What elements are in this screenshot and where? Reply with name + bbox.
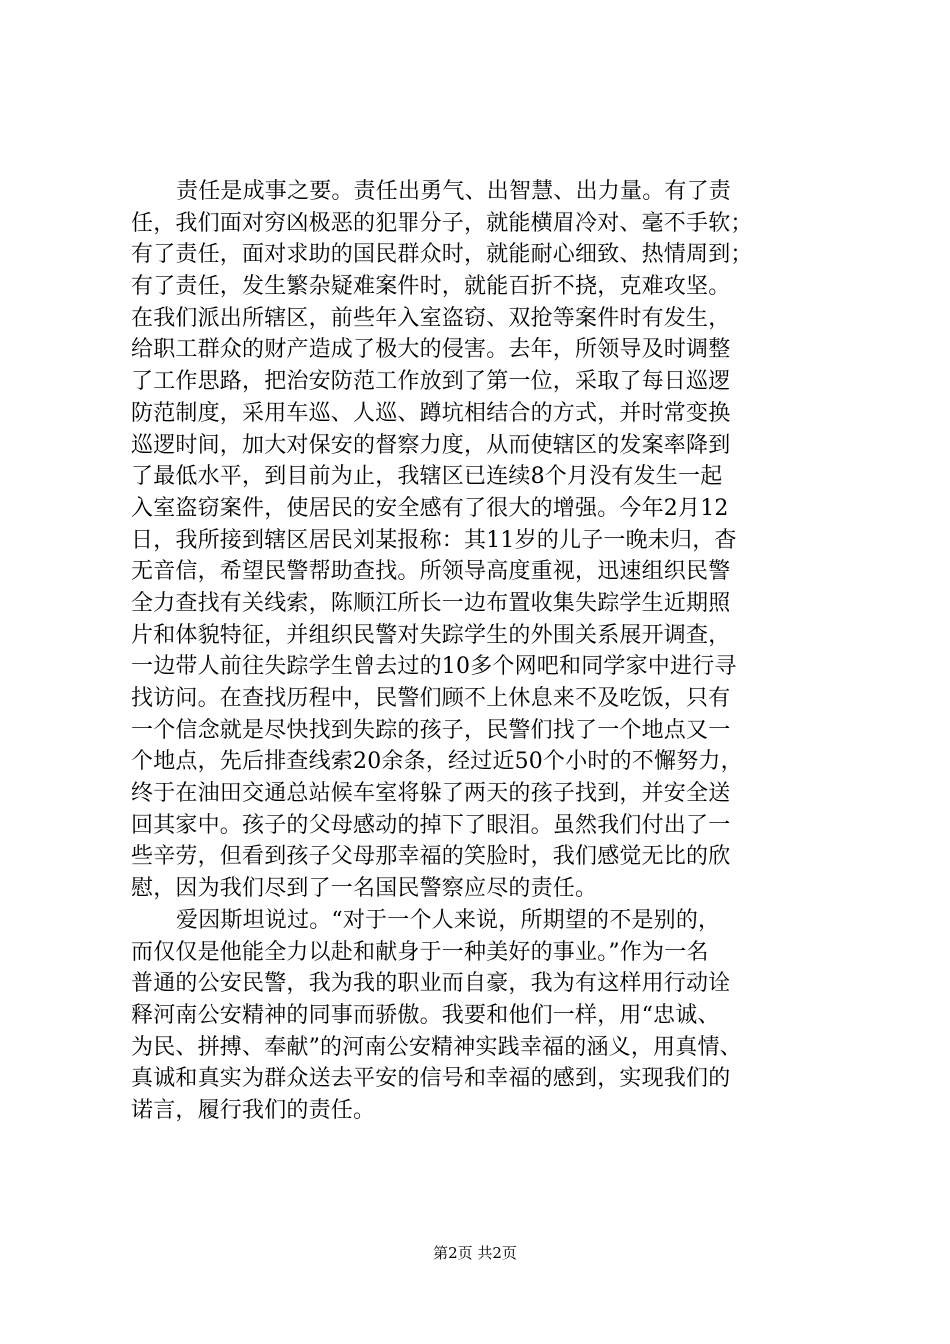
paragraph-line: 终于在油田交通总站候车室将躲了两天的孩子找到，并安全送 bbox=[131, 781, 731, 807]
paragraph-line: 日，我所接到辖区居民刘某报称：其11岁的儿子一晚未归，杳 bbox=[131, 527, 737, 553]
paragraph-line: 在我们派出所辖区，前些年入室盗窃、双抢等案件时有发生， bbox=[131, 305, 731, 331]
paragraph-line: 些辛劳，但看到孩子父母那幸福的笑脸时，我们感觉无比的欣 bbox=[131, 844, 731, 870]
paragraph-line: 了最低水平，到目前为止，我辖区已连续8个月没有发生一起 bbox=[131, 464, 723, 490]
paragraph-line: 普通的公安民警，我为我的职业而自豪，我为有这样用行动诠 bbox=[131, 971, 731, 997]
paragraph-line: 给职工群众的财产造成了极大的侵害。去年，所领导及时调整 bbox=[131, 337, 731, 363]
paragraph-line: 巡逻时间，加大对保安的督察力度，从而使辖区的发案率降到 bbox=[131, 432, 731, 458]
paragraph-line: 片和体貌特征，并组织民警对失踪学生的外围关系展开调查， bbox=[131, 622, 731, 648]
body-text bbox=[131, 176, 851, 1127]
paragraph-line: 防范制度，采用车巡、人巡、蹲坑相结合的方式，并时常变换 bbox=[131, 400, 731, 426]
paragraph-line: 释河南公安精神的同事而骄傲。我要和他们一样，用“忠诚、 bbox=[131, 1002, 720, 1028]
paragraph-line: 个地点，先后排查线索20余条，经过近50个小时的不懈努力， bbox=[131, 749, 743, 775]
paragraph-line: 全力查找有关线索，陈顺江所长一边布置收集失踪学生近期照 bbox=[131, 590, 731, 616]
paragraph-line: 一个信念就是尽快找到失踪的孩子，民警们找了一个地点又一 bbox=[131, 717, 731, 743]
paragraph-line: 有了责任，面对求助的国民群众时，就能耐心细致、热情周到； bbox=[131, 242, 753, 268]
paragraph-line: 责任是成事之要。责任出勇气、出智慧、出力量。有了责 bbox=[176, 179, 732, 204]
paragraph-line: 而仅仅是他能全力以赴和献身于一种美好的事业。”作为一名 bbox=[131, 939, 709, 965]
paragraph-line: 任，我们面对穷凶极恶的犯罪分子，就能横眉冷对、毫不手软； bbox=[131, 210, 753, 236]
paragraph-line: 了工作思路，把治安防范工作放到了第一位，采取了每日巡逻 bbox=[131, 369, 731, 395]
paragraph-line: 回其家中。孩子的父母感动的掉下了眼泪。虽然我们付出了一 bbox=[131, 812, 731, 838]
paragraph-line: 慰，因为我们尽到了一名国民警察应尽的责任。 bbox=[131, 876, 598, 902]
paragraph-line: 真诚和真实为群众送去平安的信号和幸福的感到，实现我们的 bbox=[131, 1066, 731, 1092]
paragraph-line: 无音信，希望民警帮助查找。所领导高度重视，迅速组织民警 bbox=[131, 559, 731, 585]
paragraph-line: 有了责任，发生繁杂疑难案件时，就能百折不挠，克难攻坚。 bbox=[131, 274, 731, 300]
page-footer: 第2页 共2页 bbox=[433, 1244, 517, 1262]
paragraph-line: 一边带人前往失踪学生曾去过的10多个网吧和同学家中进行寻 bbox=[131, 654, 737, 680]
paragraph-line: 入室盗窃案件，使居民的安全感有了很大的增强。今年2月12 bbox=[131, 495, 729, 521]
paragraph-line: 找访问。在查找历程中，民警们顾不上休息来不及吃饭，只有 bbox=[131, 686, 731, 711]
paragraph-line: 为民、拼搏、奉献”的河南公安精神实践幸福的涵义，用真情、 bbox=[131, 1034, 742, 1060]
paragraph-line: 诺言，履行我们的责任。 bbox=[131, 1097, 376, 1123]
paragraph-line: 爱因斯坦说过。“对于一个人来说，所期望的不是别的， bbox=[176, 907, 721, 933]
